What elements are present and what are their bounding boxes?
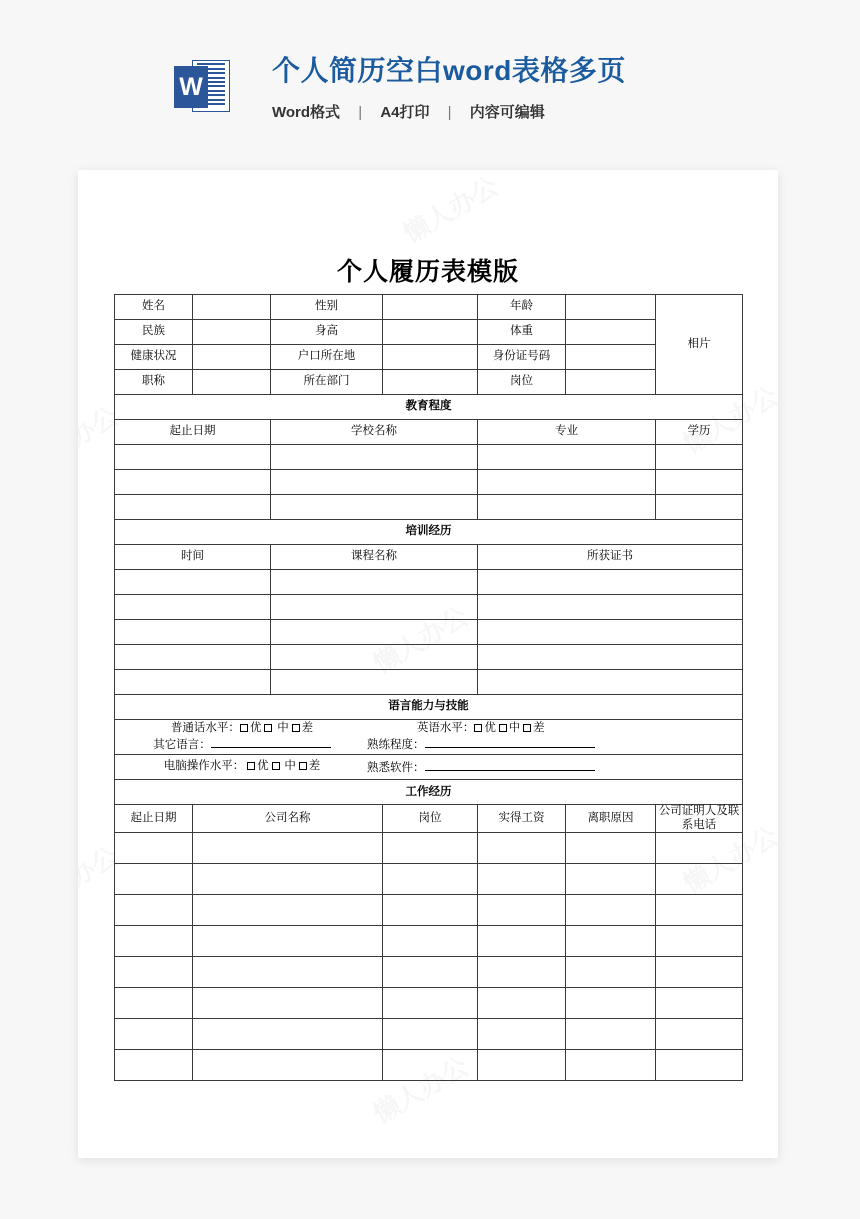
table-row — [115, 987, 743, 1018]
column-header-edu-degree: 学历 — [656, 420, 743, 445]
table-row — [115, 720, 743, 755]
english-option-poor: 差 — [533, 722, 545, 734]
cell-edu-dates[interactable] — [115, 445, 271, 470]
cell-train-course[interactable] — [271, 620, 478, 645]
field-value-health[interactable] — [193, 345, 271, 370]
mandarin-option-poor: 差 — [301, 722, 314, 734]
field-label-department: 所在部门 — [271, 370, 383, 395]
cell-work-reference[interactable] — [656, 894, 743, 925]
section-title-language: 语言能力与技能 — [115, 695, 743, 720]
cell-train-time[interactable] — [115, 620, 271, 645]
cell-edu-degree[interactable] — [656, 470, 743, 495]
column-header-work-company: 公司名称 — [193, 805, 383, 832]
header-text-block — [272, 56, 626, 122]
field-label-job-title: 职称 — [115, 370, 193, 395]
proficiency-input[interactable] — [425, 737, 595, 748]
cell-work-reason[interactable] — [566, 956, 656, 987]
column-header-train-certificate: 所获证书 — [478, 545, 743, 570]
cell-work-reference[interactable] — [656, 987, 743, 1018]
cell-train-certificate[interactable] — [478, 620, 743, 645]
computer-label: 电脑操作水平： — [163, 759, 245, 772]
checkbox-english-excellent[interactable] — [474, 724, 482, 732]
section-title-education: 教育程度 — [115, 395, 743, 420]
checkbox-computer-excellent[interactable] — [247, 762, 255, 770]
cell-work-reference[interactable] — [656, 832, 743, 863]
cell-work-salary[interactable] — [478, 1018, 566, 1049]
cell-work-salary[interactable] — [478, 1049, 566, 1080]
field-value-department[interactable] — [383, 370, 478, 395]
field-value-age[interactable] — [566, 295, 656, 320]
meta-editable: 内容可编辑 — [469, 103, 545, 121]
table-row — [115, 1018, 743, 1049]
table-row — [115, 470, 743, 495]
column-header-work-salary: 实得工资 — [478, 805, 566, 832]
english-option-excellent: 优 — [484, 722, 496, 734]
cell-train-certificate[interactable] — [478, 670, 743, 695]
cell-work-dates[interactable] — [115, 987, 193, 1018]
cell-edu-dates[interactable] — [115, 470, 271, 495]
cell-work-company[interactable] — [193, 863, 383, 894]
table-row — [115, 620, 743, 645]
table-row — [115, 755, 743, 780]
cell-work-dates[interactable] — [115, 1049, 193, 1080]
section-title-work: 工作经历 — [115, 780, 743, 805]
checkbox-mandarin-medium[interactable] — [264, 724, 272, 732]
column-header-work-dates: 起止日期 — [115, 805, 193, 832]
checkbox-english-medium[interactable] — [499, 724, 507, 732]
cell-work-salary[interactable] — [478, 987, 566, 1018]
other-language-label: 其它语言： — [153, 739, 211, 752]
word-icon-letter: W — [174, 66, 208, 108]
cell-train-course[interactable] — [271, 645, 478, 670]
language-skill-block — [115, 720, 743, 755]
column-header-train-time: 时间 — [115, 545, 271, 570]
software-label: 熟悉软件： — [367, 761, 425, 774]
word-file-icon — [174, 60, 230, 118]
cell-work-reason[interactable] — [566, 925, 656, 956]
column-header-work-position: 岗位 — [383, 805, 478, 832]
field-value-ethnicity[interactable] — [193, 320, 271, 345]
cell-work-reason[interactable] — [566, 863, 656, 894]
checkbox-mandarin-excellent[interactable] — [240, 724, 248, 732]
column-header-train-course: 课程名称 — [271, 545, 478, 570]
field-label-gender: 性别 — [271, 295, 383, 320]
cell-work-position[interactable] — [383, 894, 478, 925]
column-header-work-reference: 公司证明人及联系电话 — [656, 805, 743, 832]
cell-work-dates[interactable] — [115, 1018, 193, 1049]
cell-work-dates[interactable] — [115, 894, 193, 925]
cell-train-time[interactable] — [115, 595, 271, 620]
checkbox-computer-poor[interactable] — [299, 762, 307, 770]
mandarin-option-medium: 中 — [277, 722, 289, 734]
watermark — [396, 170, 505, 251]
page-title: 个人简历空白word表格多页 — [272, 55, 626, 86]
column-header-edu-school: 学校名称 — [271, 420, 478, 445]
table-row — [115, 695, 743, 720]
field-value-residence[interactable] — [383, 345, 478, 370]
field-label-age: 年龄 — [478, 295, 566, 320]
table-row — [115, 956, 743, 987]
cell-train-course[interactable] — [271, 595, 478, 620]
field-value-height[interactable] — [383, 320, 478, 345]
cell-work-position[interactable] — [383, 1018, 478, 1049]
cell-train-time[interactable] — [115, 645, 271, 670]
cell-train-time[interactable] — [115, 570, 271, 595]
table-row — [115, 395, 743, 420]
cell-edu-school[interactable] — [271, 445, 478, 470]
cell-work-company[interactable] — [193, 956, 383, 987]
mandarin-option-excellent: 优 — [249, 722, 262, 734]
meta-format: Word格式 — [272, 103, 341, 121]
field-value-id-number[interactable] — [566, 345, 656, 370]
column-header-edu-major: 专业 — [478, 420, 656, 445]
table-row — [115, 645, 743, 670]
header-meta — [272, 101, 626, 122]
cell-work-salary[interactable] — [478, 894, 566, 925]
field-value-weight[interactable] — [566, 320, 656, 345]
cell-work-dates[interactable] — [115, 925, 193, 956]
cell-work-reason[interactable] — [566, 894, 656, 925]
field-label-weight: 体重 — [478, 320, 566, 345]
field-label-height: 身高 — [271, 320, 383, 345]
computer-option-poor: 差 — [308, 759, 321, 772]
cell-work-position[interactable] — [383, 956, 478, 987]
computer-skill-block — [115, 755, 743, 780]
table-row — [115, 894, 743, 925]
cell-work-position[interactable] — [383, 987, 478, 1018]
cell-work-company[interactable] — [193, 832, 383, 863]
field-value-job-title[interactable] — [193, 370, 271, 395]
cell-work-position[interactable] — [383, 863, 478, 894]
section-title-training: 培训经历 — [115, 520, 743, 545]
cell-edu-degree[interactable] — [656, 495, 743, 520]
other-language-input[interactable] — [211, 737, 331, 748]
field-value-gender[interactable] — [383, 295, 478, 320]
table-row — [115, 345, 743, 370]
cell-train-course[interactable] — [271, 670, 478, 695]
computer-option-medium: 中 — [284, 759, 296, 772]
table-row — [115, 520, 743, 545]
checkbox-mandarin-poor[interactable] — [292, 724, 300, 732]
cell-edu-major[interactable] — [478, 495, 656, 520]
field-value-name[interactable] — [193, 295, 271, 320]
cell-work-company[interactable] — [193, 1018, 383, 1049]
document-page — [78, 170, 778, 1158]
table-row — [115, 570, 743, 595]
cell-work-salary[interactable] — [478, 925, 566, 956]
table-row — [115, 805, 743, 832]
english-level-row — [367, 722, 595, 735]
cell-edu-dates[interactable] — [115, 495, 271, 520]
table-row — [115, 595, 743, 620]
english-option-medium: 中 — [508, 722, 521, 734]
cell-work-reference[interactable] — [656, 863, 743, 894]
field-label-residence: 户口所在地 — [271, 345, 383, 370]
cell-edu-major[interactable] — [478, 445, 656, 470]
cell-work-salary[interactable] — [478, 956, 566, 987]
field-label-ethnicity: 民族 — [115, 320, 193, 345]
software-input[interactable] — [425, 760, 595, 771]
column-header-work-reason: 离职原因 — [566, 805, 656, 832]
cell-edu-school[interactable] — [271, 470, 478, 495]
cell-work-dates[interactable] — [115, 863, 193, 894]
cell-work-salary[interactable] — [478, 832, 566, 863]
table-row — [115, 780, 743, 805]
mandarin-level-row — [117, 722, 367, 735]
checkbox-computer-medium[interactable] — [272, 762, 280, 770]
cell-work-reference[interactable] — [656, 1018, 743, 1049]
cell-train-course[interactable] — [271, 570, 478, 595]
proficiency-row — [367, 737, 595, 752]
field-value-position[interactable] — [566, 370, 656, 395]
cell-work-reason[interactable] — [566, 832, 656, 863]
field-label-position: 岗位 — [478, 370, 566, 395]
cell-work-reason[interactable] — [566, 987, 656, 1018]
cell-work-position[interactable] — [383, 1049, 478, 1080]
cell-work-dates[interactable] — [115, 956, 193, 987]
mandarin-label: 普通话水平： — [170, 722, 240, 734]
cell-work-company[interactable] — [193, 987, 383, 1018]
table-row — [115, 832, 743, 863]
document-title: 个人履历表模版 — [336, 259, 519, 286]
cell-work-reason[interactable] — [566, 1018, 656, 1049]
photo-cell[interactable]: 相片 — [656, 295, 743, 395]
resume-table-container — [114, 294, 742, 1081]
cell-train-certificate[interactable] — [478, 645, 743, 670]
cell-work-reference[interactable] — [656, 1049, 743, 1080]
cell-edu-major[interactable] — [478, 470, 656, 495]
field-label-health: 健康状况 — [115, 345, 193, 370]
cell-work-position[interactable] — [383, 925, 478, 956]
page-header — [174, 56, 626, 122]
resume-table — [114, 294, 743, 1081]
cell-train-time[interactable] — [115, 670, 271, 695]
cell-train-certificate[interactable] — [478, 595, 743, 620]
meta-separator-2: | — [447, 103, 452, 121]
cell-edu-school[interactable] — [271, 495, 478, 520]
table-row — [115, 1049, 743, 1080]
cell-work-reference[interactable] — [656, 956, 743, 987]
other-language-row — [117, 737, 367, 752]
checkbox-english-poor[interactable] — [523, 724, 531, 732]
table-row — [115, 863, 743, 894]
table-row — [115, 370, 743, 395]
table-row — [115, 495, 743, 520]
cell-work-reason[interactable] — [566, 1049, 656, 1080]
cell-work-salary[interactable] — [478, 863, 566, 894]
table-row — [115, 545, 743, 570]
table-row — [115, 670, 743, 695]
table-row — [115, 420, 743, 445]
cell-edu-degree[interactable] — [656, 445, 743, 470]
meta-separator-1: | — [358, 103, 363, 121]
english-label: 英语水平： — [416, 722, 475, 734]
cell-work-reference[interactable] — [656, 925, 743, 956]
table-row — [115, 320, 743, 345]
computer-option-excellent: 优 — [257, 759, 269, 772]
table-row — [115, 925, 743, 956]
field-label-name: 姓名 — [115, 295, 193, 320]
cell-work-company[interactable] — [193, 925, 383, 956]
cell-work-position[interactable] — [383, 832, 478, 863]
proficiency-label: 熟练程度： — [367, 739, 425, 752]
table-row — [115, 445, 743, 470]
field-label-id-number: 身份证号码 — [478, 345, 566, 370]
cell-work-company[interactable] — [193, 1049, 383, 1080]
cell-train-certificate[interactable] — [478, 570, 743, 595]
table-row — [115, 295, 743, 320]
cell-work-dates[interactable] — [115, 832, 193, 863]
meta-print: A4打印 — [380, 103, 430, 121]
column-header-edu-dates: 起止日期 — [115, 420, 271, 445]
cell-work-company[interactable] — [193, 894, 383, 925]
